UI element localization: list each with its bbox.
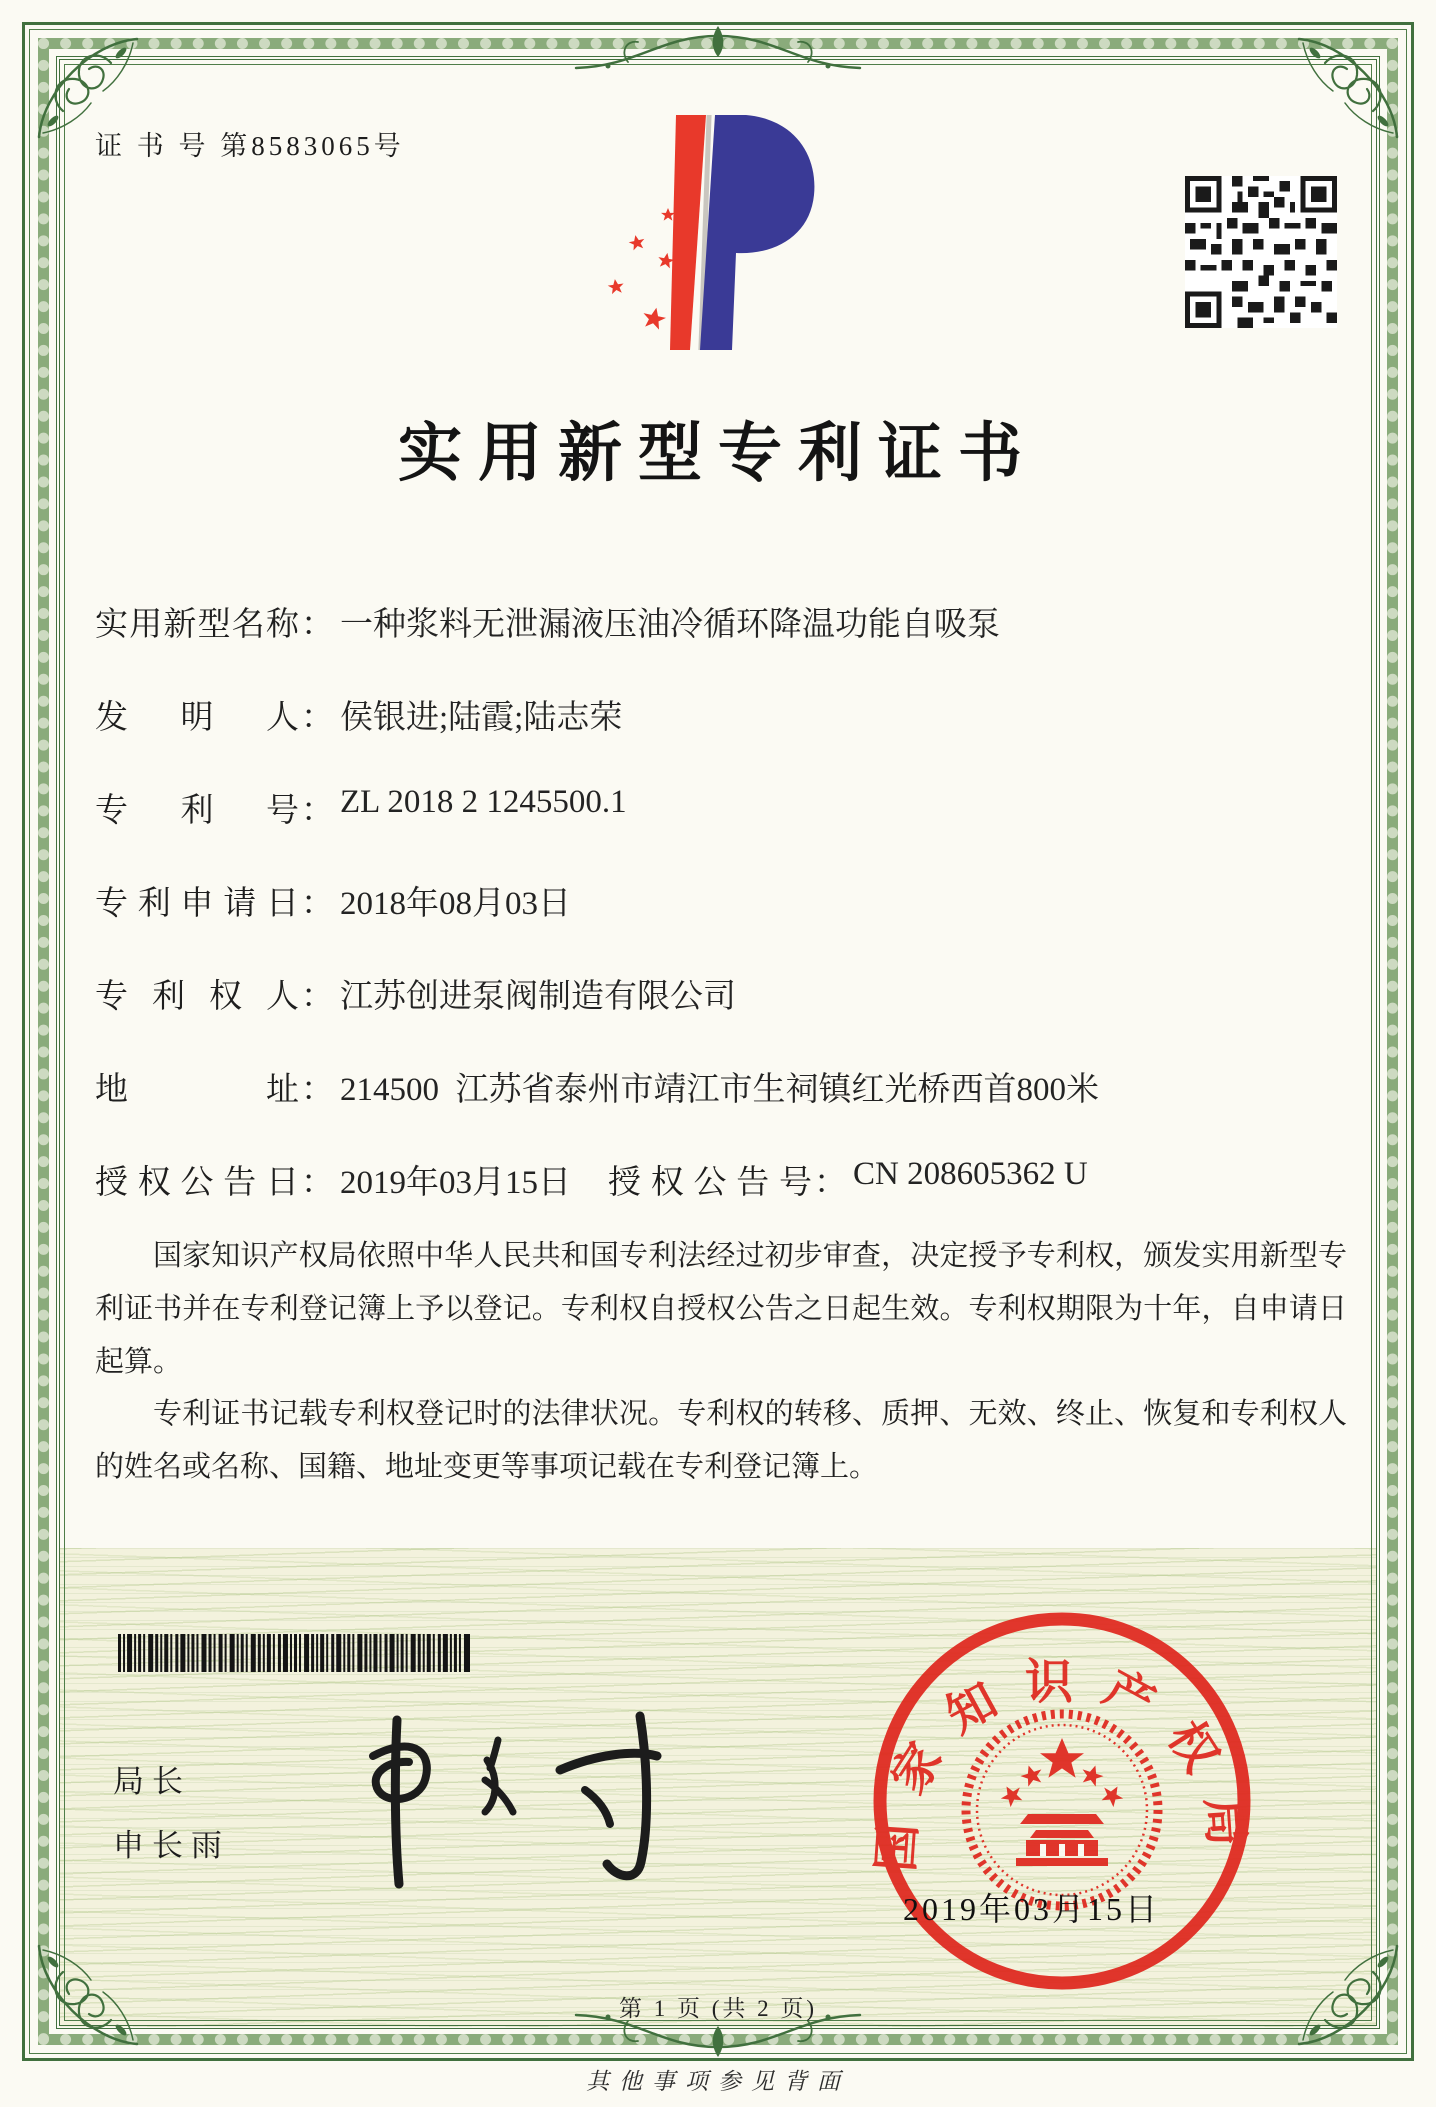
seal-text: 国家知识产权局 <box>869 1656 1255 1874</box>
legal-paragraphs <box>95 1230 1347 1494</box>
grant-number-group <box>608 1156 1088 1203</box>
cnipa-logo-icon <box>580 103 840 363</box>
field-label: 授权公告号 <box>608 1165 812 1201</box>
field-colon: ： <box>301 700 334 736</box>
field-value: 一种浆料无泄漏液压油冷循环降温功能自吸泵 <box>340 607 1000 643</box>
field-row-patent-no <box>95 784 1355 877</box>
field-label: 专利申请日 <box>95 886 299 922</box>
barcode <box>118 1634 470 1672</box>
field-colon: ： <box>301 607 334 643</box>
field-label: 地址 <box>95 1072 299 1108</box>
field-row-inventor <box>95 691 1355 784</box>
qr-code <box>1185 176 1337 328</box>
field-label: 专利号 <box>95 793 299 829</box>
field-value: 214500 江苏省泰州市靖江市生祠镇红光桥西首800米 <box>340 1072 1099 1108</box>
field-value: ZL 2018 2 1245500.1 <box>340 784 627 820</box>
field-value: 2018年08月03日 <box>340 886 571 922</box>
page-number: 第 1 页 (共 2 页) <box>618 1996 818 2021</box>
field-list <box>95 598 1355 1156</box>
field-value: 侯银进;陆霞;陆志荣 <box>340 700 623 736</box>
field-row-name <box>95 598 1355 691</box>
grant-date-value: 2019年03月15日 <box>340 1165 571 1201</box>
seal-date: 2019年03月15日 <box>903 1891 1161 1927</box>
certificate-title: 实用新型专利证书 <box>398 418 1038 489</box>
official-seal <box>863 1602 1263 2002</box>
grant-date-group <box>95 1156 571 1203</box>
field-label: 实用新型名称 <box>95 607 299 643</box>
field-colon: ： <box>301 1165 334 1201</box>
field-colon: ： <box>301 979 334 1015</box>
field-row-patentee <box>95 970 1355 1063</box>
field-label: 授权公告日 <box>95 1165 299 1201</box>
field-row-address <box>95 1063 1355 1156</box>
paragraph-grant-statement: 国家知识产权局依照中华人民共和国专利法经过初步审查，决定授予专利权，颁发实用新型专利证书并在专利登记簿上予以登记。专利权自授权公告之日起生效。专利权期限为十年，自申请日起算。 <box>95 1240 1347 1378</box>
field-colon: ： <box>301 1072 334 1108</box>
field-label: 发明人 <box>95 700 299 736</box>
field-label: 专利权人 <box>95 979 299 1015</box>
field-row-filing-date <box>95 877 1355 970</box>
back-side-note: 其他事项参见背面 <box>586 2069 850 2094</box>
field-colon: ： <box>301 793 334 829</box>
field-colon: ： <box>301 886 334 922</box>
field-colon: ： <box>814 1165 847 1201</box>
director-title: 局长 <box>113 1764 191 1799</box>
certificate-number: 证 书 号 第8583065号 <box>95 131 405 161</box>
director-signature <box>335 1698 735 1908</box>
grant-number-value: CN 208605362 U <box>853 1156 1088 1192</box>
paragraph-register-statement: 专利证书记载专利权登记时的法律状况。专利权的转移、质押、无效、终止、恢复和专利权人的姓名或名称、国籍、地址变更等事项记载在专利登记簿上。 <box>95 1398 1347 1484</box>
director-name: 申长雨 <box>113 1828 230 1863</box>
field-value: 江苏创进泵阀制造有限公司 <box>340 979 736 1015</box>
grant-row <box>95 1156 1355 1216</box>
